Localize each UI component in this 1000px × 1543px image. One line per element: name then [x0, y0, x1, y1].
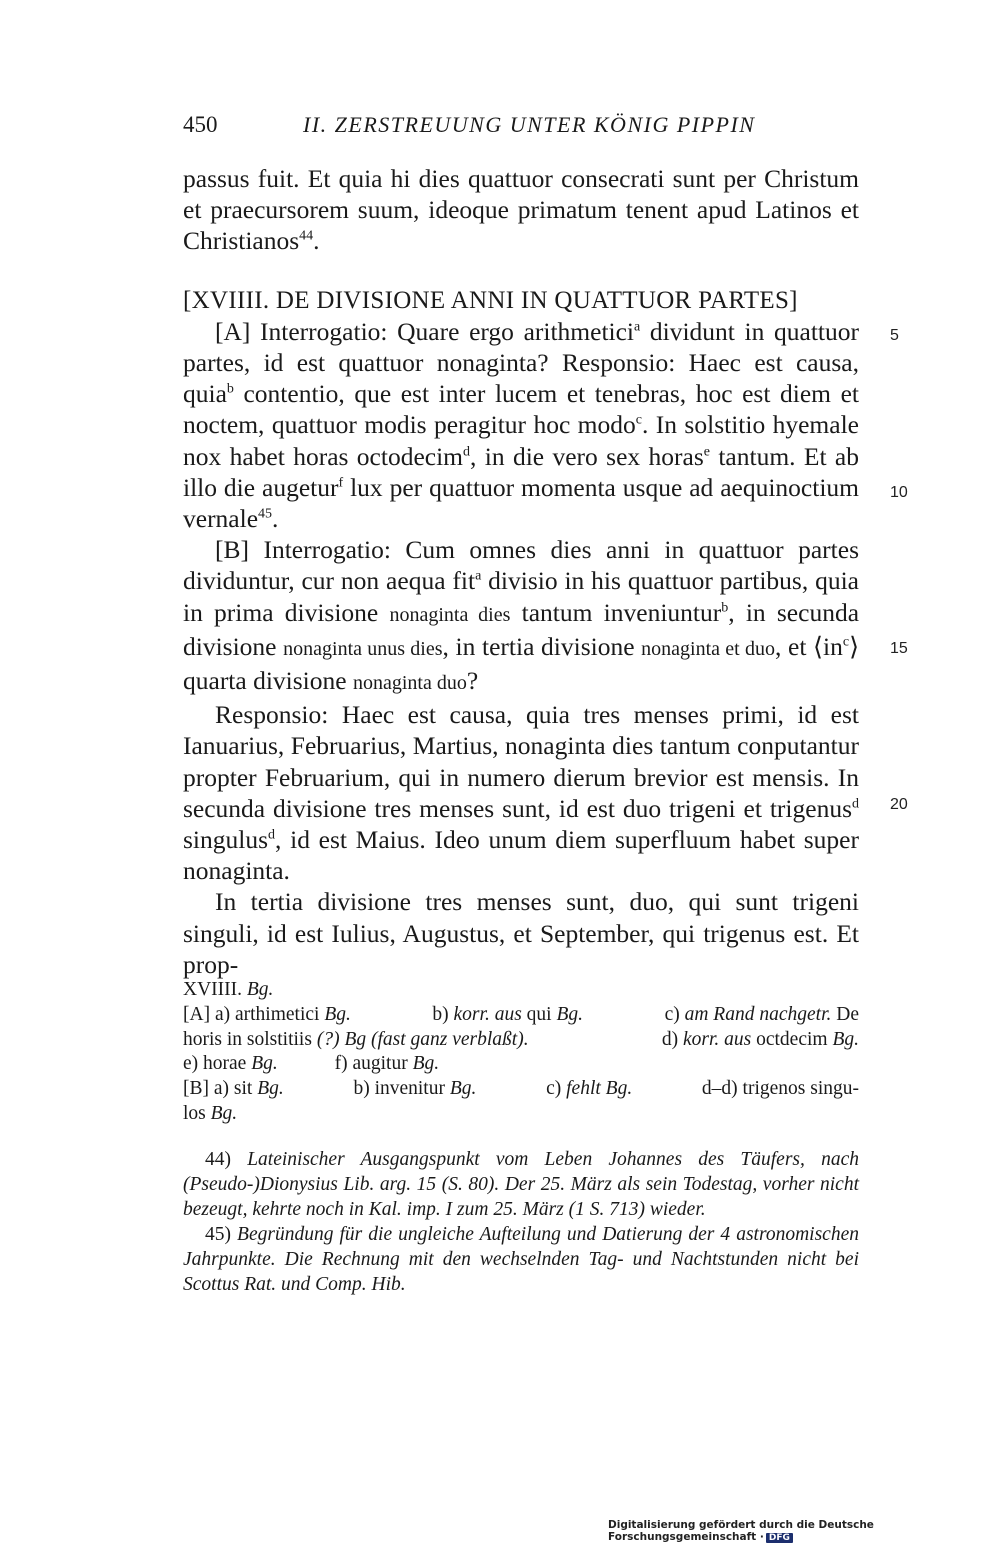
footnotes [183, 1147, 859, 1297]
critical-apparatus [183, 978, 859, 1127]
paragraph-b: [B] Interrogatio: Cum omnes dies anni in quattuor partes dividuntur, cur non aequa fit$^a$ divisio in his quattuor partibus, quia in prima divisione nonaginta dies tantum inveniuntur$^b$, in secunda divisione nonaginta unus dies, in tertia divisione nonaginta et duo, et $⟨in^c⟩$ quarta divisione nonaginta duo? [183, 535, 860, 696]
apparatus-line-a2: horis in solstitiis (?) Bg (fast ganz verblaßt). d) korr. aus octdecim Bg. [183, 1028, 859, 1050]
running-head: II. ZERSTREUUNG UNTER KÖNIG PIPPIN [303, 112, 756, 137]
apparatus-line-b1: [B] a) sit Bg. b) invenitur Bg. c) fehlt Bg. d–d) trigenos singu- [183, 1078, 859, 1100]
apparatus-line-a1: [A] a) arthimetici Bg. b) korr. aus qui Bg. c) am Rand nachgetr. De [183, 1003, 859, 1025]
digitization-notice: Digitalisierung gefördert durch die Deutsche Forschungsgemeinschaft · DFG [608, 1519, 874, 1543]
line-number-15: 15 [890, 640, 908, 657]
apparatus-head: XVIIII. Bg. [183, 979, 274, 1000]
paragraph-1: passus fuit. Et quia hi dies quattuor consecrati sunt per Christum et praecursorem suum, ideoque primatum tenent apud Latinos et Christianos$^{44}$. [183, 164, 859, 256]
dfg-logo: DFG [766, 1533, 793, 1543]
apparatus-line-a3: e) horae Bg. f) augitur Bg. [183, 1053, 440, 1075]
footnote-44: 44) Lateinischer Ausgangspunkt vom Leben Johannes des Täufers, nach (Pseudo-)Dionysius Lib. arg. 15 (S. 80). Der 25. März als sein Todestag, vorher nicht bezeugt, kehrte noch in Kal. imp. I zum 25. März (1 S. 713) wieder. [183, 1149, 859, 1220]
paragraph-last: In tertia divisione tres menses sunt, duo, qui sunt trigeni singuli, id est Iulius, Augustus, et September, qui trigenus est. Et prop- [183, 887, 859, 979]
section-heading: [XVIIII. DE DIVISIONE ANNI IN QUATTUOR PARTES] [183, 286, 798, 314]
page-number: 450 [183, 112, 218, 137]
line-number-5: 5 [890, 327, 899, 344]
main-text [183, 163, 859, 980]
line-number-20: 20 [890, 796, 908, 813]
line-number-10: 10 [890, 484, 908, 501]
footnote-45: 45) Begründung für die ungleiche Aufteilung und Datierung der 4 astronomischen Jahrpunkte. Die Rechnung mit den wechselnden Tag- und Nachtstunden nicht bei Scottus Rat. und Comp. Hib. [183, 1224, 859, 1295]
paragraph-a: [A] Interrogatio: Quare ergo arithmetici$^a$ dividunt in quattuor partes, id est quattuor nonaginta? Responsio: Haec est causa, quia$^b$ contentio, que est inter lucem et tenebras, hoc est diem et noctem, quattuor modis peragitur hoc modo$^c$. In solstitio hyemale nox habet horas octodecim$^d$, in die vero sex horas$^e$ tantum. Et ab illo die augetur$^f$ lux per quattuor momenta usque ad aequinoctium vernale$^{45}$. [183, 316, 860, 534]
running-header [183, 112, 863, 146]
paragraph-responsio: Responsio: Haec est causa, quia tres menses primi, id est Ianuarius, Februarius, Martius, nonaginta dies tantum conputantur propter Februarium, qui in numero dierum brevior est mensis. In secunda divisione tres menses sunt, id est duo trigeni et trigenus$^d$ singulus$^d$, id est Maius. Ideo unum diem superfluum habet super nonaginta. [183, 700, 859, 886]
apparatus-line-b2: los Bg. [183, 1102, 238, 1124]
